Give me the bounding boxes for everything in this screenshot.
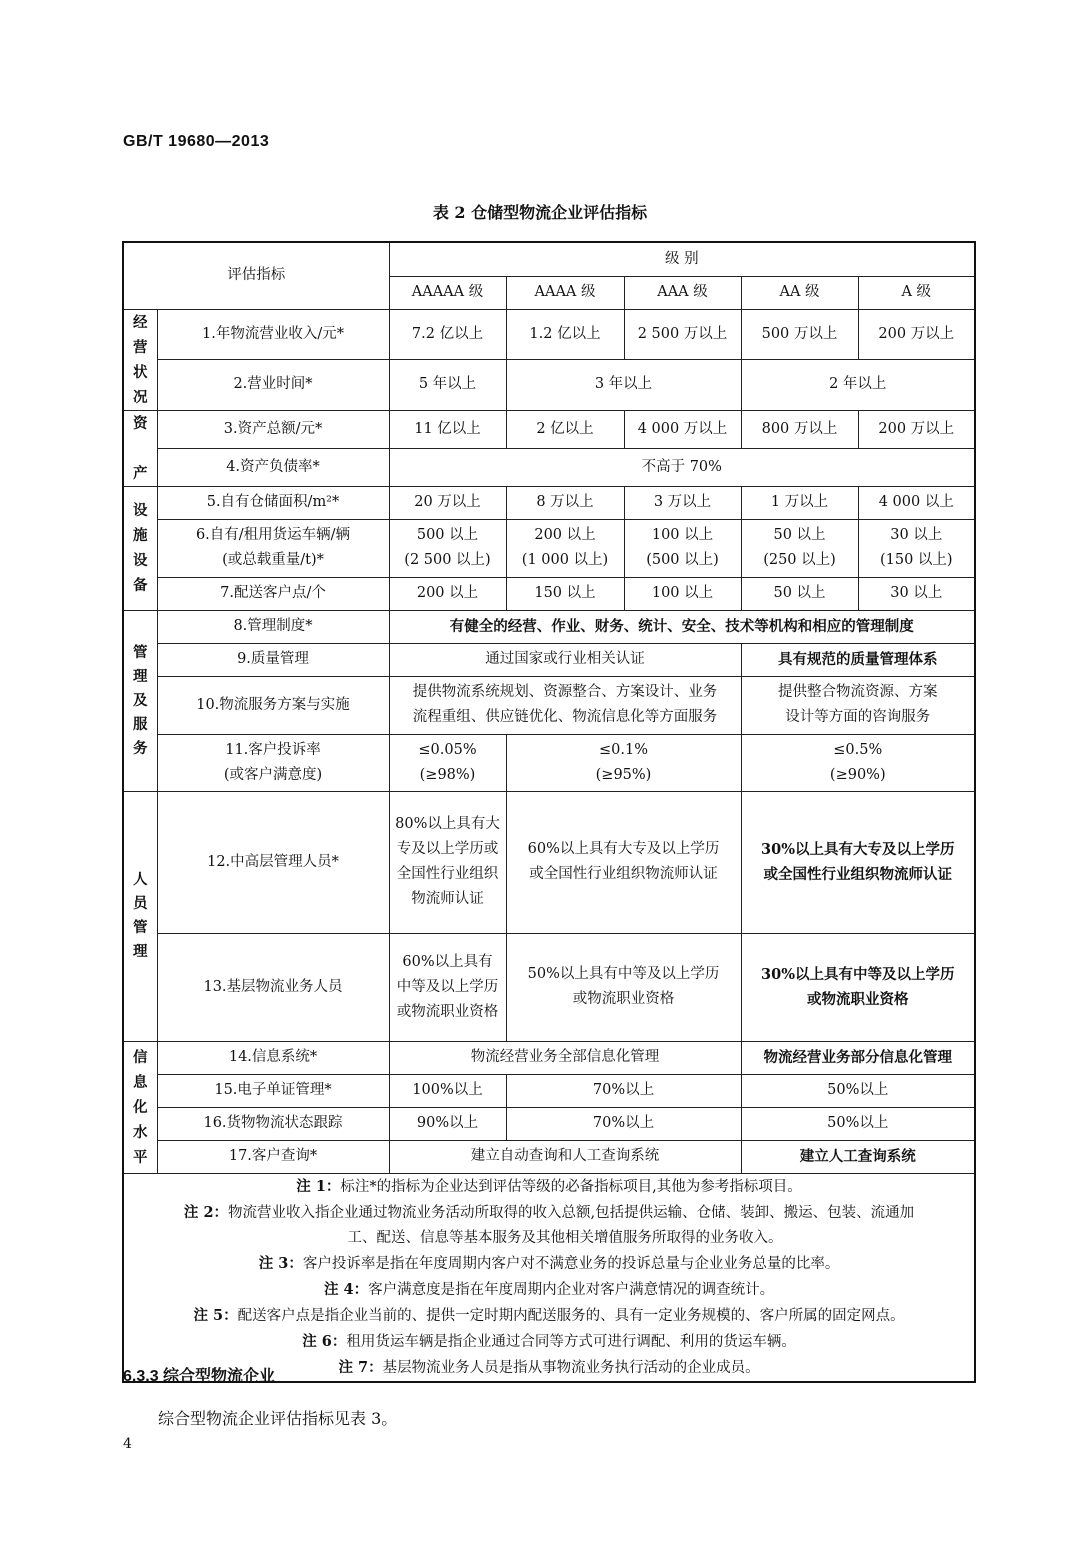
table-cell: 建立人工查询系统 (741, 1140, 975, 1173)
table-cell: 8 万以上 (506, 486, 624, 519)
table-cell: 70%以上 (506, 1107, 741, 1140)
table-cell: 不高于 70% (389, 448, 975, 486)
table-cell: 具有规范的质量管理体系 (741, 643, 975, 676)
level-aaa: AAA 级 (624, 276, 741, 309)
indicator-label: 11.客户投诉率 (或客户满意度) (157, 734, 389, 791)
indicator-label: 1.年物流营业收入/元* (157, 309, 389, 360)
notes-row (123, 1173, 975, 1382)
table-cell: 50 以上 (741, 577, 858, 610)
table-cell: 3 年以上 (506, 360, 741, 411)
level-aaaaa: AAAAA 级 (389, 276, 506, 309)
indicator-label: 3.资产总额/元* (157, 410, 389, 448)
table-cell: 7.2 亿以上 (389, 309, 506, 360)
table-cell: 200 以上 (389, 577, 506, 610)
table-cell: ≤0.1% (≥95%) (506, 734, 741, 791)
indicator-label: 17.客户查询* (157, 1140, 389, 1173)
category-management: 管 理 及 服 务 (123, 610, 157, 791)
table-row (123, 1107, 975, 1140)
note-2: 注 2：物流营业收入指企业通过物流业务活动所取得的收入总额,包括提供运输、仓储、装卸、搬运、包装、流通加 (183, 1203, 915, 1221)
note-6: 注 6：租用货运车辆是指企业通过合同等方式可进行调配、利用的货运车辆。 (302, 1332, 796, 1350)
indicator-label: 6.自有/租用货运车辆/辆 (或总载重量/t)* (157, 519, 389, 577)
indicator-label: 4.资产负债率* (157, 448, 389, 486)
table-cell: ≤0.5% (≥90%) (741, 734, 975, 791)
indicator-label: 15.电子单证管理* (157, 1074, 389, 1107)
table-cell: 有健全的经营、作业、财务、统计、安全、技术等机构和相应的管理制度 (389, 610, 975, 643)
table-row (123, 734, 975, 791)
indicator-label: 5.自有仓储面积/m²* (157, 486, 389, 519)
table-cell: 500 万以上 (741, 309, 858, 360)
table-cell: 建立自动查询和人工查询系统 (389, 1140, 741, 1173)
note-4: 注 4：客户满意度是指在年度周期内企业对客户满意情况的调查统计。 (323, 1280, 775, 1298)
table-row (123, 519, 975, 577)
section-heading: 6.3.3 综合型物流企业 (123, 1368, 276, 1385)
table-cell: 200 万以上 (858, 410, 975, 448)
table-cell: 物流经营业务全部信息化管理 (389, 1041, 741, 1074)
table-cell: 1 万以上 (741, 486, 858, 519)
note-3: 注 3：客户投诉率是指在年度周期内客户对不满意业务的投诉总量与企业业务总量的比率。 (258, 1254, 840, 1272)
table-cell: 20 万以上 (389, 486, 506, 519)
table-row (123, 360, 975, 411)
indicator-label: 16.货物物流状态跟踪 (157, 1107, 389, 1140)
table-title: 表 2 仓储型物流企业评估指标 (432, 203, 648, 222)
level-aaaa: AAAA 级 (506, 276, 624, 309)
table-row (123, 1074, 975, 1107)
table-cell: 50 以上 (250 以上) (741, 519, 858, 577)
table-cell: 50%以上具有中等及以上学历 或物流职业资格 (506, 933, 741, 1041)
table-cell: 60%以上具有大专及以上学历 或全国性行业组织物流师认证 (506, 791, 741, 933)
category-facilities: 设 施 设 备 (123, 486, 157, 610)
table-cell: 100%以上 (389, 1074, 506, 1107)
table-row (123, 610, 975, 643)
table-cell: 30%以上具有大专及以上学历 或全国性行业组织物流师认证 (741, 791, 975, 933)
table-row (123, 309, 975, 360)
table-cell: 800 万以上 (741, 410, 858, 448)
table-cell: 1.2 亿以上 (506, 309, 624, 360)
page-number: 4 (123, 1436, 132, 1452)
table-notes (123, 1173, 975, 1382)
table-cell: 500 以上 (2 500 以上) (389, 519, 506, 577)
indicator-label: 12.中高层管理人员* (157, 791, 389, 933)
table-cell: 30 以上 (150 以上) (858, 519, 975, 577)
table-cell: 150 以上 (506, 577, 624, 610)
table-cell: 4 000 以上 (858, 486, 975, 519)
note-2-continuation: 工、配送、信息等基本服务及其他相关增值服务所取得的业务收入。 (347, 1229, 783, 1246)
section-paragraph: 综合型物流企业评估指标见表 3。 (158, 1409, 398, 1428)
table-cell: 提供整合物流资源、方案 设计等方面的咨询服务 (741, 676, 975, 734)
table-cell: 90%以上 (389, 1107, 506, 1140)
table-cell: 物流经营业务部分信息化管理 (741, 1041, 975, 1074)
header-indicator: 评估指标 (123, 242, 389, 309)
table-cell: 30 以上 (858, 577, 975, 610)
indicator-label: 7.配送客户点/个 (157, 577, 389, 610)
indicator-label: 14.信息系统* (157, 1041, 389, 1074)
table-cell: 3 万以上 (624, 486, 741, 519)
table-cell: 2 500 万以上 (624, 309, 741, 360)
indicator-label: 10.物流服务方案与实施 (157, 676, 389, 734)
table-cell: 2 年以上 (741, 360, 975, 411)
table-cell: 200 万以上 (858, 309, 975, 360)
category-personnel: 人 员 管 理 (123, 791, 157, 1041)
table-cell: 2 亿以上 (506, 410, 624, 448)
standard-code: GB/T 19680—2013 (123, 133, 270, 150)
category-operations: 经 营 状 况 (123, 309, 157, 410)
table-row (123, 791, 975, 933)
table-cell: 100 以上 (624, 577, 741, 610)
indicator-label: 13.基层物流业务人员 (157, 933, 389, 1041)
category-assets: 资 产 (123, 410, 157, 486)
header-row (123, 242, 975, 276)
table-cell: 50%以上 (741, 1107, 975, 1140)
table-cell: 提供物流系统规划、资源整合、方案设计、业务 流程重组、供应链优化、物流信息化等方面服务 (389, 676, 741, 734)
table-row (123, 676, 975, 734)
level-a: A 级 (858, 276, 975, 309)
table-cell: 70%以上 (506, 1074, 741, 1107)
table-cell: ≤0.05% (≥98%) (389, 734, 506, 791)
note-5: 注 5：配送客户点是指企业当前的、提供一定时期内配送服务的、具有一定业务规模的、客户所属的固定网点。 (193, 1306, 905, 1324)
table-row (123, 448, 975, 486)
table-row (123, 1041, 975, 1074)
header-level-group: 级 别 (389, 242, 975, 276)
table-cell: 通过国家或行业相关认证 (389, 643, 741, 676)
indicator-label: 2.营业时间* (157, 360, 389, 411)
category-informatization: 信 息 化 水 平 (123, 1041, 157, 1173)
table-cell: 60%以上具有 中等及以上学历 或物流职业资格 (389, 933, 506, 1041)
table-row (123, 933, 975, 1041)
level-aa: AA 级 (741, 276, 858, 309)
note-7: 注 7：基层物流业务人员是指从事物流业务执行活动的企业成员。 (338, 1358, 760, 1376)
table-cell: 100 以上 (500 以上) (624, 519, 741, 577)
table-row (123, 577, 975, 610)
table-row (123, 643, 975, 676)
table-cell: 200 以上 (1 000 以上) (506, 519, 624, 577)
table-cell: 11 亿以上 (389, 410, 506, 448)
table-cell: 30%以上具有中等及以上学历 或物流职业资格 (741, 933, 975, 1041)
table-cell: 4 000 万以上 (624, 410, 741, 448)
indicator-label: 9.质量管理 (157, 643, 389, 676)
table-row (123, 486, 975, 519)
table-cell: 80%以上具有大 专及以上学历或 全国性行业组织 物流师认证 (389, 791, 506, 933)
note-1: 注 1：标注*的指标为企业达到评估等级的必备指标项目,其他为参考指标项目。 (296, 1177, 802, 1195)
evaluation-table (122, 241, 976, 1383)
table-row (123, 410, 975, 448)
table-cell: 50%以上 (741, 1074, 975, 1107)
table-cell: 5 年以上 (389, 360, 506, 411)
indicator-label: 8.管理制度* (157, 610, 389, 643)
table-row (123, 1140, 975, 1173)
